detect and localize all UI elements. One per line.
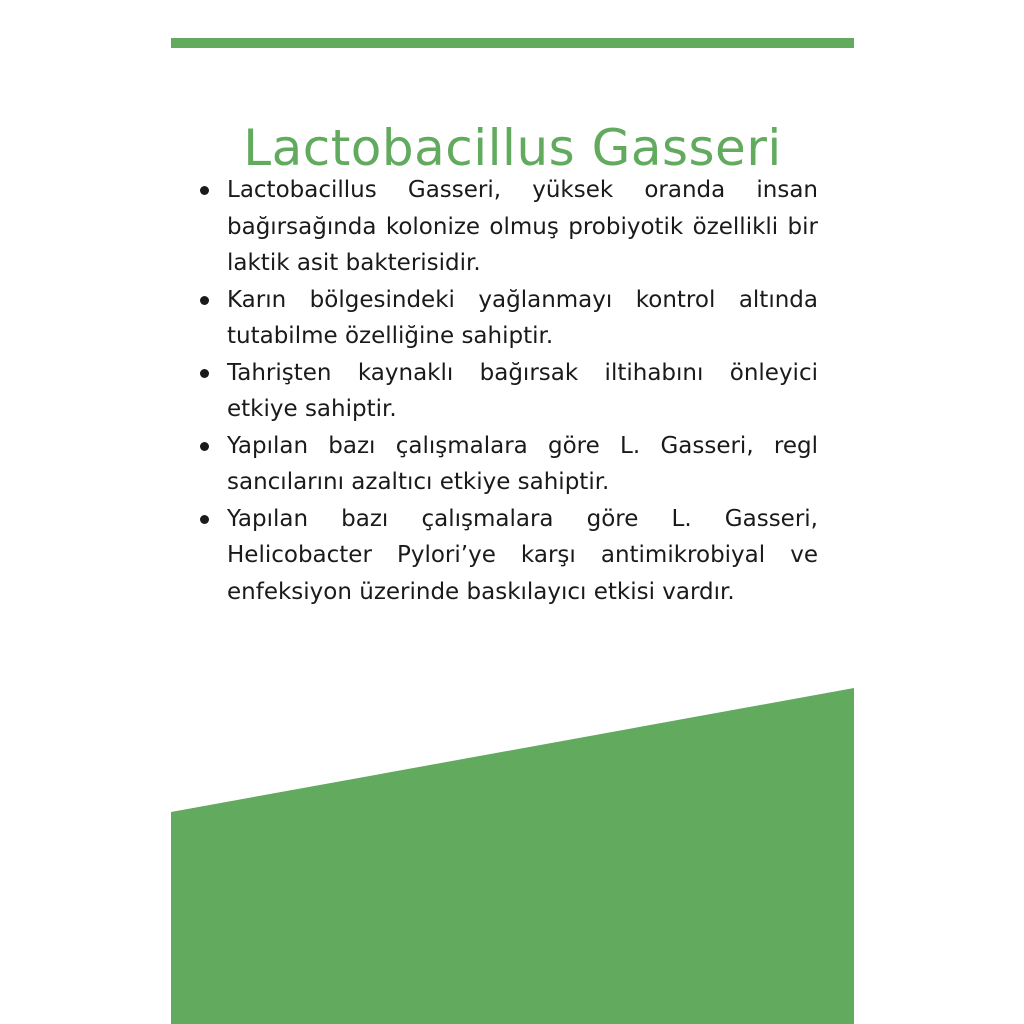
bullet-dot-icon: [200, 442, 209, 451]
bullet-dot-icon: [200, 186, 209, 195]
list-item: [200, 501, 818, 611]
list-item-text: Yapılan bazı çalışmalara göre L. Gasseri, regl sancılarını azaltıcı etkiye sahiptir.: [227, 432, 818, 495]
list-item-text: Lactobacillus Gasseri, yüksek oranda insan bağırsağında kolonize olmuş probiyotik özellikli bir laktik asit bakterisidir.: [227, 177, 818, 276]
list-item: [200, 428, 818, 501]
page-title: Lactobacillus Gasseri: [243, 118, 782, 177]
green-slant-shape: [171, 688, 854, 1024]
list-item: [200, 355, 818, 428]
list-item-text: Karın bölgesindeki yağlanmayı kontrol altında tutabilme özelliğine sahiptir.: [227, 286, 818, 349]
list-item-text: Yapılan bazı çalışmalara göre L. Gasseri, Helicobacter Pylori’ye karşı antimikrobiyal ve enfeksiyon üzerinde baskılayıcı etkisi vardır.: [227, 505, 818, 605]
bullet-dot-icon: [200, 515, 209, 524]
list-item: [200, 172, 818, 282]
top-accent-bar: [171, 38, 854, 48]
benefits-list: [200, 172, 818, 610]
bottom-green-slant: [171, 688, 854, 1024]
list-item-text: Tahrişten kaynaklı bağırsak iltihabını önleyici etkiye sahiptir.: [227, 359, 818, 422]
bullet-dot-icon: [200, 369, 209, 378]
list-item: [200, 282, 818, 355]
bullet-dot-icon: [200, 296, 209, 305]
